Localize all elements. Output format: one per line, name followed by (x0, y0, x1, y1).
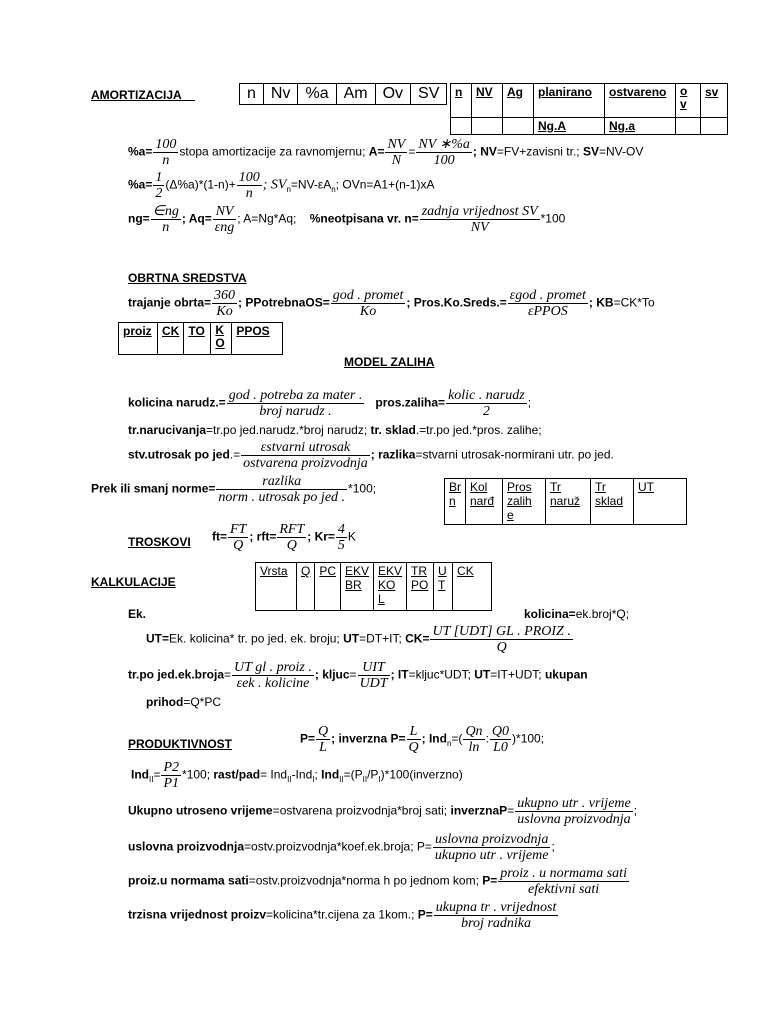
table-cell: EKV KO L (374, 563, 407, 611)
formula-ng-aq: ng= $\frac{\in ng}{n}$ ; Aq= $\frac{NV}{\text{εng}}$ ; A=Ng*Aq; %neotpisana vr. n= $\frac{\text{zadnja vrijednost SV}}{NV}$ *100 (128, 204, 566, 235)
table-cell: PC (315, 563, 341, 611)
table-cell: planirano (534, 84, 605, 118)
formula-prekoracenje-norme: Prek ili smanj norme= $\frac{\text{razlika}}{\text{norm . utrosak po jed .}}$ *100; (91, 474, 377, 505)
heading-produktivnost: PRODUKTIVNOST (128, 737, 233, 751)
formula-tr-po-jed: tr.po jed.ek.broja= $\frac{\text{UT gl . proiz .}}{\text{εek . kolicine}}$ ; kljuc= $\frac{\text{UIT}}{\text{UDT}}$ ; IT=kljuc*UDT; UT=IT+UDT; ukupan (128, 660, 588, 691)
table-cell: TR PO (407, 563, 434, 611)
table-cell: Tr sklad (591, 479, 634, 525)
formula-prihod: prihod=Q*PC (146, 695, 222, 709)
formula-kolicina-narudzbe: kolicina narudz.= $\frac{\text{god . potreba za mater .}}{\text{broj narudz .}}$ pros.zaliha= $\frac{\text{kolic . narudz}}{2}$ ; (128, 388, 532, 419)
table-cell: Pros zalih e (503, 479, 546, 525)
table-cell: o v (676, 84, 701, 118)
table-cell (701, 118, 728, 135)
obrtna-table (118, 322, 283, 355)
heading-troskovi: TROSKOVI (128, 535, 191, 549)
table-cell: Am (336, 84, 375, 105)
ek-label: Ek. (128, 607, 147, 621)
table-cell: Nv (263, 84, 298, 105)
table-cell: %a (298, 84, 336, 105)
heading-obrtna-sredstva: OBRTNA SREDSTVA (128, 271, 247, 285)
formula-degresivna: %a= $\frac{1}{2}$ (Δ%a)*(1-n)+ $\frac{100}{n}$ ; $SV_n=NV-\varepsilon A_n$; OVn=A1+(n-1)xA (128, 170, 435, 201)
table-cell: U T (434, 563, 453, 611)
formula-trzisna-vrijednost: trzisna vrijednost proizv=kolicina*tr.cijena za 1kom.; P= $\frac{\text{ukupna tr . vrijednost}}{\text{broj radnika}}$ (128, 900, 557, 931)
formula-indeks: Ind$_{II}$= $\frac{P2}{P1}$ *100; rast/pad= Ind$_{II}$-Ind$_I$; $Ind_{II}=(P_{II}/P_I)*100(inverzno)$ (131, 760, 463, 791)
table-cell: K O (211, 323, 232, 355)
amortization-symbols-table (239, 83, 447, 105)
amortization-plan-table (450, 83, 728, 135)
formula-uslovna-proizvodnja: uslovna proizvodnja=ostv.proizvodnja*koef.ek.broja; P= $\frac{\text{uslovna proizvodnja}}{\text{ukupno utr . vrijeme}}$ ; (128, 832, 555, 863)
formula-kolicina: kolicina=ek.broj*Q; (524, 607, 630, 621)
table-cell: proiz (119, 323, 158, 355)
table-cell: ostvareno (605, 84, 676, 118)
table-cell: TO (184, 323, 211, 355)
table-cell: Kol narđ (466, 479, 503, 525)
table-cell (503, 118, 534, 135)
formula-produktivnost: P= $\frac{Q}{L}$ ; inverzna P= $\frac{L}{Q}$ ; Ind$_n$=( $\frac{Qn}{\ln}$ : $\frac{Q0}{L0}$ )*100; (300, 724, 545, 755)
formula-proiz-u-normama: proiz.u normama sati=ostv.proizvodnja*norma h po jednom kom; P= $\frac{\text{proiz . u normama sati}}{\text{efektivni sati}}$ (128, 866, 627, 897)
kalkulacije-table (255, 562, 492, 611)
table-cell (676, 118, 701, 135)
zalihe-table (444, 478, 687, 525)
table-cell: Vrsta (256, 563, 297, 611)
table-cell: n (240, 84, 264, 105)
formula-stv-utrosak: stv.utrosak po jed.= $\frac{\text{εstvarni utrosak}}{\text{ostvarena proizvodnja}}$ ; razlika=stvarni utrosak-normirani utr. po jed. (128, 440, 614, 471)
table-cell: UT (634, 479, 687, 525)
table-cell: EKV BR (341, 563, 374, 611)
table-cell: Ag (503, 84, 534, 118)
table-cell: CK (453, 563, 492, 611)
heading-model-zaliha: MODEL ZALIHA (344, 355, 435, 369)
table-cell: sv (701, 84, 728, 118)
formula-ukupno-utroseno: Ukupno utroseno vrijeme=ostvarena proizvodnja*broj sati; inverznaP= $\frac{\text{ukupno utr . vrijeme}}{\text{uslovna proizvodnja}}$ ; (128, 796, 638, 827)
table-cell: Tr naruž (546, 479, 591, 525)
table-cell: Ov (375, 84, 410, 105)
table-cell: PPOS (232, 323, 283, 355)
table-cell: NV (472, 84, 503, 118)
table-cell: n (451, 84, 472, 118)
table-cell: Ng.A (534, 118, 605, 135)
table-cell: Br n (445, 479, 466, 525)
formula-stopa-amortizacije: %a= $\frac{100}{n}$ stopa amortizacije za ravnomjernu; A= $\frac{NV}{N}$ = $\frac{NV ∗\%a}{100}$ ; NV=FV+zavisni tr.; SV=NV-OV (128, 137, 644, 168)
table-cell: Ng.a (605, 118, 676, 135)
table-cell (451, 118, 472, 135)
table-cell (472, 118, 503, 135)
formula-tr-narucivanja: tr.narucivanja=tr.po jed.narudz.*broj narudz; tr. sklad.=tr.po jed.*pros. zalihe; (128, 423, 542, 437)
formula-ut-ck: UT=Ek. kolicina* tr. po jed. ek. broju; UT=DT+IT; CK= $\frac{\text{UT [UDT] GL . PROIZ .}}{Q}$ (146, 624, 571, 655)
table-cell: Q (297, 563, 315, 611)
table-cell: SV (411, 84, 447, 105)
formula-trajanje-obrta: trajanje obrta= $\frac{360}{Ko}$ ; PPotrebnaOS= $\frac{\text{god . promet}}{Ko}$ ; Pros.Ko.Sreds.= $\frac{\text{εgod . promet}}{\text{εPPOS}}$ ; KB=CK*To (128, 288, 655, 319)
formula-troskovi: ft= $\frac{FT}{Q}$ ; rft= $\frac{\text{RFT}}{Q}$ ; Kr= $\frac{4}{5}$ K (212, 522, 356, 553)
heading-kalkulacije: KALKULACIJE (91, 575, 176, 589)
heading-amortizacija: AMORTIZACIJA (91, 88, 182, 102)
table-cell: CK (158, 323, 184, 355)
